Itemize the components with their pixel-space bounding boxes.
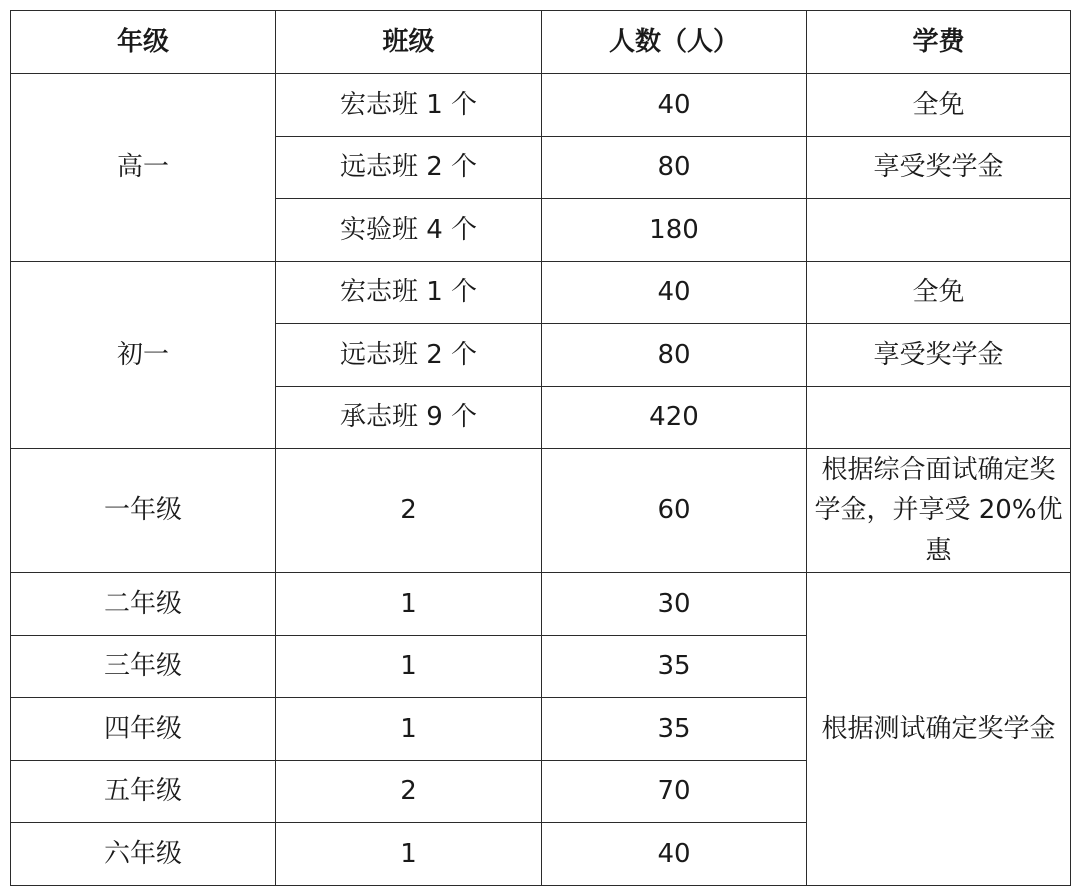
fee-cell: 享受奖学金 — [807, 136, 1071, 199]
grade-cell: 一年级 — [11, 449, 276, 573]
table-row — [11, 261, 1071, 324]
grade-cell: 三年级 — [11, 635, 276, 698]
class-cell: 承志班 9 个 — [276, 386, 542, 449]
count-cell: 35 — [542, 635, 807, 698]
class-cell: 1 — [276, 573, 542, 636]
class-cell: 宏志班 1 个 — [276, 74, 542, 137]
fee-cell: 全免 — [807, 261, 1071, 324]
grade-cell: 五年级 — [11, 760, 276, 823]
count-cell: 40 — [542, 823, 807, 886]
fee-cell — [807, 449, 1071, 573]
header-fee: 学费 — [807, 11, 1071, 74]
fee-cell: 全免 — [807, 74, 1071, 137]
header-class: 班级 — [276, 11, 542, 74]
class-cell: 2 — [276, 449, 542, 573]
grade-cell: 初一 — [11, 261, 276, 449]
class-cell: 1 — [276, 635, 542, 698]
count-cell: 60 — [542, 449, 807, 573]
grade-cell: 四年级 — [11, 698, 276, 761]
count-cell: 420 — [542, 386, 807, 449]
class-cell: 2 — [276, 760, 542, 823]
count-cell: 40 — [542, 261, 807, 324]
class-cell: 宏志班 1 个 — [276, 261, 542, 324]
fee-cell — [807, 386, 1071, 449]
count-cell: 80 — [542, 136, 807, 199]
table-row — [11, 449, 1071, 573]
grade-cell: 高一 — [11, 74, 276, 262]
fee-text: 根据测试确定奖学金 — [821, 713, 1056, 744]
enrollment-table — [10, 10, 1071, 886]
count-cell: 180 — [542, 199, 807, 262]
class-cell: 1 — [276, 823, 542, 886]
header-grade: 年级 — [11, 11, 276, 74]
fee-text: 根据综合面试确定奖学金，并享受 20%优惠 — [814, 455, 1063, 566]
class-cell: 1 — [276, 698, 542, 761]
grade-cell: 六年级 — [11, 823, 276, 886]
header-count: 人数（人） — [542, 11, 807, 74]
fee-cell — [807, 573, 1071, 886]
count-cell: 80 — [542, 324, 807, 387]
count-cell: 35 — [542, 698, 807, 761]
fee-cell: 享受奖学金 — [807, 324, 1071, 387]
table-row — [11, 74, 1071, 137]
grade-cell: 二年级 — [11, 573, 276, 636]
count-cell: 30 — [542, 573, 807, 636]
count-cell: 40 — [542, 74, 807, 137]
header-row — [11, 11, 1071, 74]
table-row — [11, 573, 1071, 636]
class-cell: 实验班 4 个 — [276, 199, 542, 262]
class-cell: 远志班 2 个 — [276, 324, 542, 387]
fee-cell — [807, 199, 1071, 262]
class-cell: 远志班 2 个 — [276, 136, 542, 199]
count-cell: 70 — [542, 760, 807, 823]
